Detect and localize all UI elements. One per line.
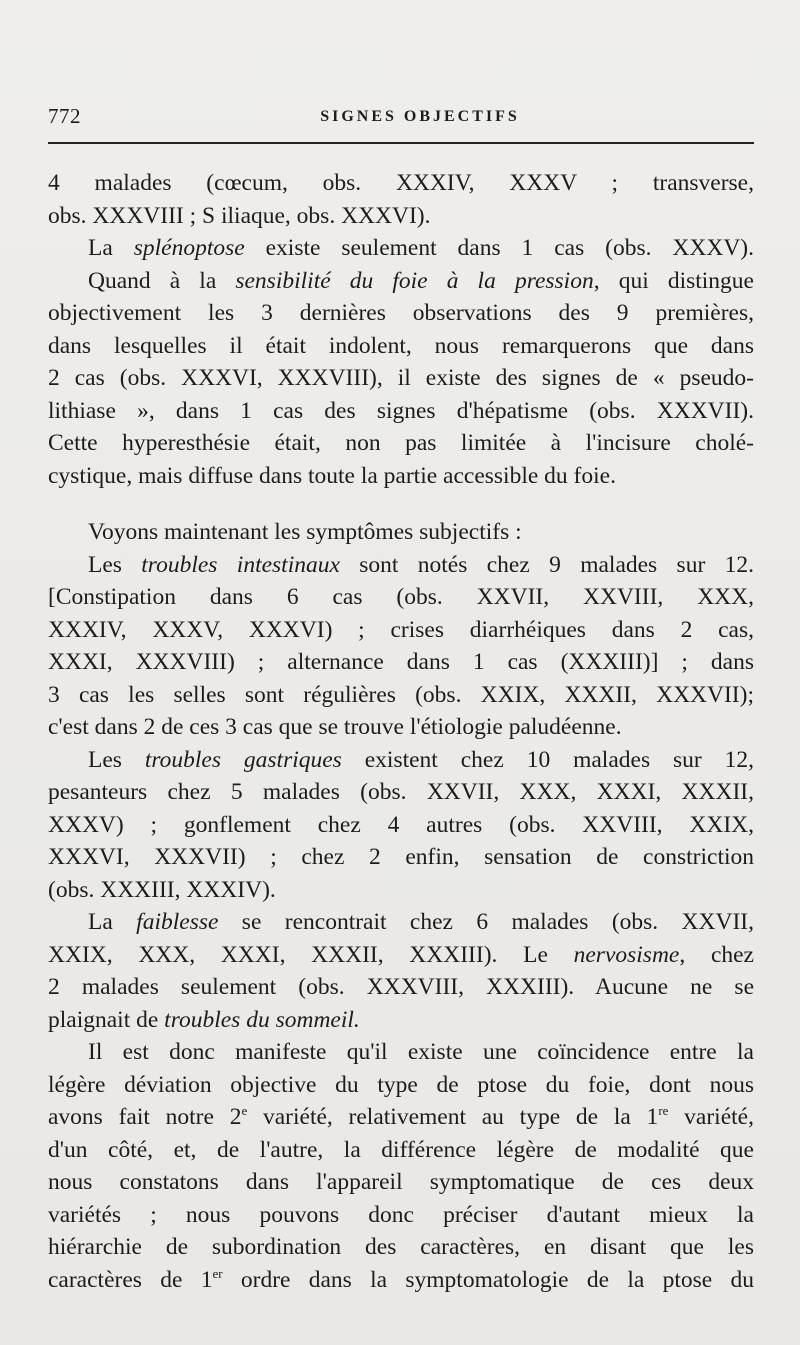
text-line: dans lesquelles il était indolent, nous remarquerons que dans [48, 332, 754, 359]
text-line: Quand à la sensibilité du foie à la pression, qui distingue [88, 267, 754, 294]
text-line: Voyons maintenant les symptômes subjectifs : [88, 519, 522, 545]
header-rule [48, 142, 754, 144]
page-header [48, 100, 752, 140]
italic-term: faiblesse [136, 909, 219, 935]
text-line: Les troubles intestinaux sont notés chez 9 malades sur 12. [88, 551, 754, 578]
page-number: 772 [48, 104, 81, 128]
italic-term: troubles du sommeil. [164, 1006, 360, 1033]
text-line: La splénoptose existe seulement dans 1 cas (obs. XXXV). [88, 235, 754, 261]
text-line: XXXI, XXXVIII) ; alternance dans 1 cas (XXXIII)] ; dans [48, 649, 754, 675]
text-line: c'est dans 2 de ces 3 cas que se trouve l'étiologie paludéenne. [48, 714, 622, 740]
text-line: nous constatons dans l'appareil symptomatique de ces deux [48, 1169, 754, 1195]
italic-term: troubles gastriques [144, 746, 342, 773]
text-line: avons fait notre 2e variété, relativement au type de la 1re variété, [48, 1103, 754, 1130]
italic-term: sensibilité du foie à la pression [235, 267, 594, 294]
text-line: 3 cas les selles sont régulières (obs. XXIX, XXXII, XXXVII); [48, 681, 754, 708]
text-line: lithiase », dans 1 cas des signes d'hépatisme (obs. XXXVII). [48, 397, 754, 424]
text-line: La faiblesse se rencontrait chez 6 malades (obs. XXVII, [88, 909, 754, 935]
text-line: objectivement les 3 dernières observations des 9 premières, [48, 300, 754, 326]
text-line: 4 malades (cœcum, obs. XXXIV, XXXV ; transverse, [48, 170, 754, 196]
text-line: Les troubles gastriques existent chez 10 malades sur 12, [88, 746, 754, 773]
text-line: d'un côté, et, de l'autre, la différence légère de modalité que [48, 1136, 754, 1163]
text-line: obs. XXXVIII ; S iliaque, obs. XXXVI). [48, 202, 431, 229]
text-line: Cette hyperesthésie était, non pas limitée à l'incisure cholé- [48, 430, 754, 456]
text-line: légère déviation objective du type de ptose du foie, dont nous [48, 1071, 754, 1098]
text-line: 2 cas (obs. XXXVI, XXXVIII), il existe des signes de « pseudo- [48, 365, 754, 391]
text-line: XXXIV, XXXV, XXXVI) ; crises diarrhéiques dans 2 cas, [48, 616, 754, 643]
italic-term: nervosisme [573, 941, 680, 968]
text-line: [Constipation dans 6 cas (obs. XXVII, XXVIII, XXX, [48, 584, 754, 610]
text-line: XXIX, XXX, XXXI, XXXII, XXXIII). Le nervosisme, chez [48, 941, 754, 968]
text-line: 2 malades seulement (obs. XXXVIII, XXXIII). Aucune ne se [48, 974, 754, 1000]
text-line: Il est donc manifeste qu'il existe une coïncidence entre la [88, 1039, 754, 1065]
text-line: plaignait de troubles du sommeil. [48, 1006, 360, 1033]
text-line: caractères de 1er ordre dans la symptomatologie de la ptose du [48, 1265, 755, 1293]
text-line: (obs. XXXIII, XXXIV). [48, 876, 276, 903]
text-line: pesanteurs chez 5 malades (obs. XXVII, XXX, XXXI, XXXII, [48, 779, 754, 805]
text-line: cystique, mais diffuse dans toute la partie accessible du foie. [48, 462, 616, 489]
text-line: variétés ; nous pouvons donc préciser d'autant mieux la [48, 1201, 754, 1228]
italic-term: troubles intestinaux [141, 551, 340, 578]
text-line: XXXVI, XXXVII) ; chez 2 enfin, sensation de constriction [48, 844, 754, 870]
body-text [48, 167, 754, 1296]
text-line: hiérarchie de subordination des caractères, en disant que les [48, 1234, 754, 1260]
italic-term: splénoptose [133, 235, 245, 261]
text-line: XXXV) ; gonflement chez 4 autres (obs. XXVIII, XXIX, [48, 811, 754, 838]
paragraph-gap [48, 492, 754, 516]
running-title: SIGNES OBJECTIFS [320, 108, 520, 125]
